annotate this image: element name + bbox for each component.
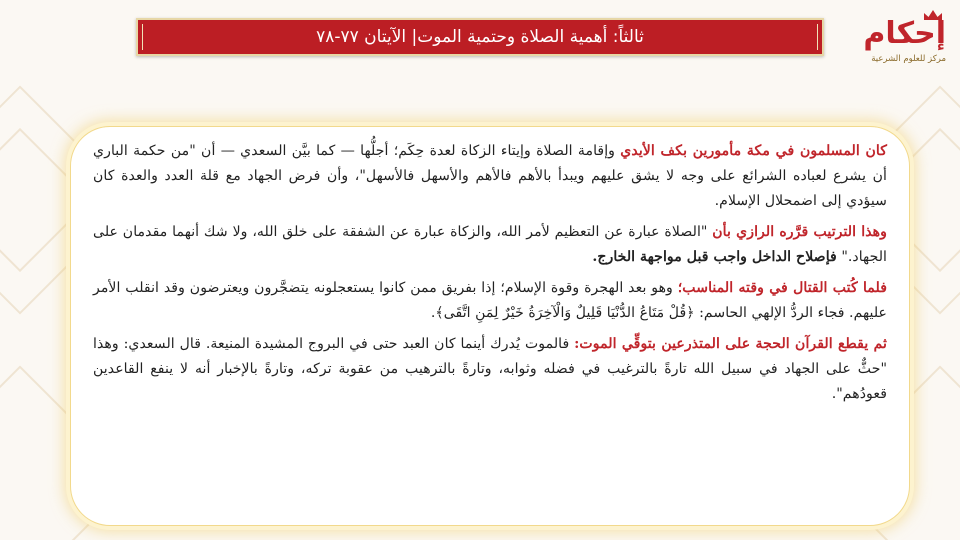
content-panel <box>70 126 910 526</box>
slide-title: ثالثاً: أهمية الصلاة وحتمية الموت| الآيتان ٧٧-٧٨ <box>316 27 644 47</box>
paragraph-3 <box>93 276 887 326</box>
logo-wordmark: إحكام <box>863 16 946 51</box>
paragraph-3-lead: فلما كُتب القتال في وقته المناسب؛ <box>677 280 887 296</box>
paragraph-4 <box>93 332 887 407</box>
slide-title-bar <box>136 18 824 56</box>
paragraph-2-lead: وهذا الترتيب قرَّره الرازي بأن <box>712 224 887 240</box>
paragraph-2-tail: فإصلاح الداخل واجب قبل مواجهة الخارج. <box>592 249 837 265</box>
paragraph-1-body: وإقامة الصلاة وإيتاء الزكاة لعدة حِكَم؛ أجلُّها — كما بيَّن السعدي — أن "من حكمة الباري أن يشرع لعباده الشرائع على وجه لا يشق عليهم ويبدأ بالأهم فالأهم والأسهل فالأسهل"، وأن فرض الجهاد مع قلة العدد والعدة كان سيؤدي إلى اضمحلال الإسلام. <box>93 143 887 209</box>
paragraph-4-body: فالموت يُدرك أينما كان العبد حتى في البروج المشيدة المنيعة. قال السعدي: وهذا "حثٌّ على الجهاد في سبيل الله تارةً بالترغيب في فضله وثوابه، وتارةً بالترهيب من عقوبة تركه، وتارةً بالإخبار أنه لا ينفع القاعدين قعودُهم". <box>93 336 887 402</box>
paragraph-3-body: وهو بعد الهجرة وقوة الإسلام؛ إذا بفريق ممن كانوا يستعجلونه يتضجَّرون ويعترضون وقد انقلب الأمر عليهم. فجاء الردُّ الإلهي الحاسم: ﴿قُلْ مَتَاعُ الدُّنْيَا قَلِيلٌ وَالْآخِرَةُ خَيْرٌ لِمَنِ اتَّقَى﴾. <box>93 280 887 321</box>
paragraph-4-lead: ثم يقطع القرآن الحجة على المتذرعين بتوقِّي الموت: <box>574 336 887 352</box>
paragraph-2-body: "الصلاة عبارة عن التعظيم لأمر الله، والزكاة عبارة عن الشفقة على خلق الله، ولا شك أنهما مقدمان على الجهاد." <box>93 224 887 265</box>
brand-logo <box>854 8 946 78</box>
paragraph-1-lead: كان المسلمون في مكة مأمورين بكف الأيدي <box>620 143 888 159</box>
paragraph-2 <box>93 220 887 270</box>
logo-subtitle: مركز للعلوم الشرعية <box>871 54 946 64</box>
paragraph-1 <box>93 139 887 214</box>
